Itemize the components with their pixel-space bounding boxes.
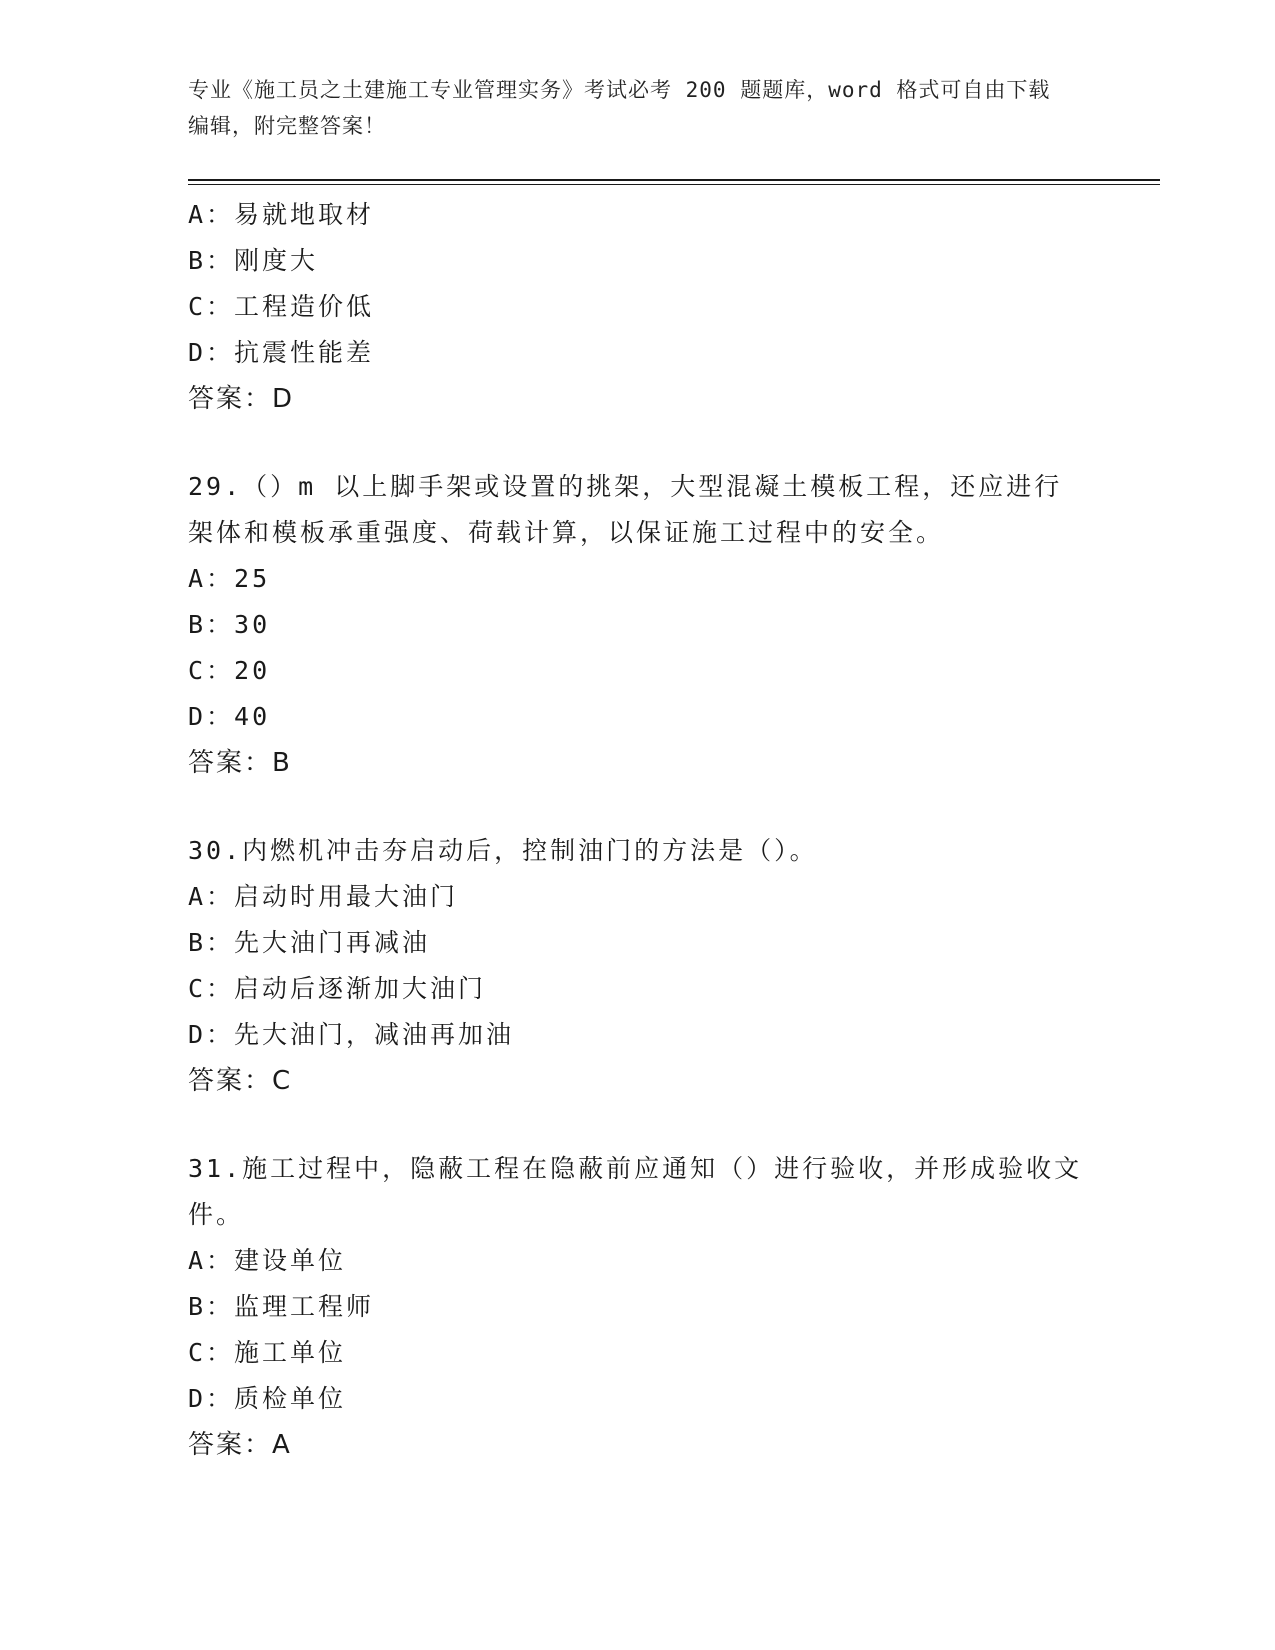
option-a: A：建设单位 [188, 1246, 347, 1275]
question-text: 30.内燃机冲击夯启动后，控制油门的方法是（）。 [188, 836, 818, 865]
spacer [188, 1104, 1088, 1146]
question-block-continued [188, 192, 1088, 422]
option-c: C：启动后逐渐加大油门 [188, 974, 487, 1003]
answer-line: 答案：B [188, 748, 292, 778]
option-c: C：工程造价低 [188, 292, 375, 321]
header-rule-thick [188, 179, 1160, 181]
answer-line: 答案：A [188, 1430, 292, 1460]
option-a: A：启动时用最大油门 [188, 882, 459, 911]
question-list [188, 192, 1088, 1468]
option-a: A：25 [188, 564, 271, 593]
spacer [188, 786, 1088, 828]
question-text: 29.（）m 以上脚手架或设置的挑架，大型混凝土模板工程，还应进行架体和模板承重强度、荷载计算，以保证施工过程中的安全。 [188, 472, 1063, 547]
spacer [188, 422, 1088, 464]
option-b: B：先大油门再减油 [188, 928, 431, 957]
question-text: 31.施工过程中，隐蔽工程在隐蔽前应通知（）进行验收，并形成验收文件。 [188, 1154, 1083, 1229]
question-block-31 [188, 1146, 1088, 1468]
option-c: C：施工单位 [188, 1338, 347, 1367]
header-rule-thin [188, 184, 1160, 185]
option-b: B：监理工程师 [188, 1292, 375, 1321]
option-c: C：20 [188, 656, 271, 685]
option-d: D：抗震性能差 [188, 338, 375, 367]
option-d: D：先大油门，减油再加油 [188, 1020, 515, 1049]
option-d: D：质检单位 [188, 1384, 347, 1413]
answer-line: 答案：C [188, 1066, 293, 1096]
option-b: B：刚度大 [188, 246, 319, 275]
answer-line: 答案：D [188, 384, 295, 414]
question-block-30 [188, 828, 1088, 1104]
document-header: 专业《施工员之土建施工专业管理实务》考试必考 200 题题库，word 格式可自由下载编辑，附完整答案！ [188, 78, 1051, 138]
option-a: A：易就地取材 [188, 200, 375, 229]
question-block-29 [188, 464, 1088, 786]
option-d: D：40 [188, 702, 271, 731]
option-b: B：30 [188, 610, 271, 639]
